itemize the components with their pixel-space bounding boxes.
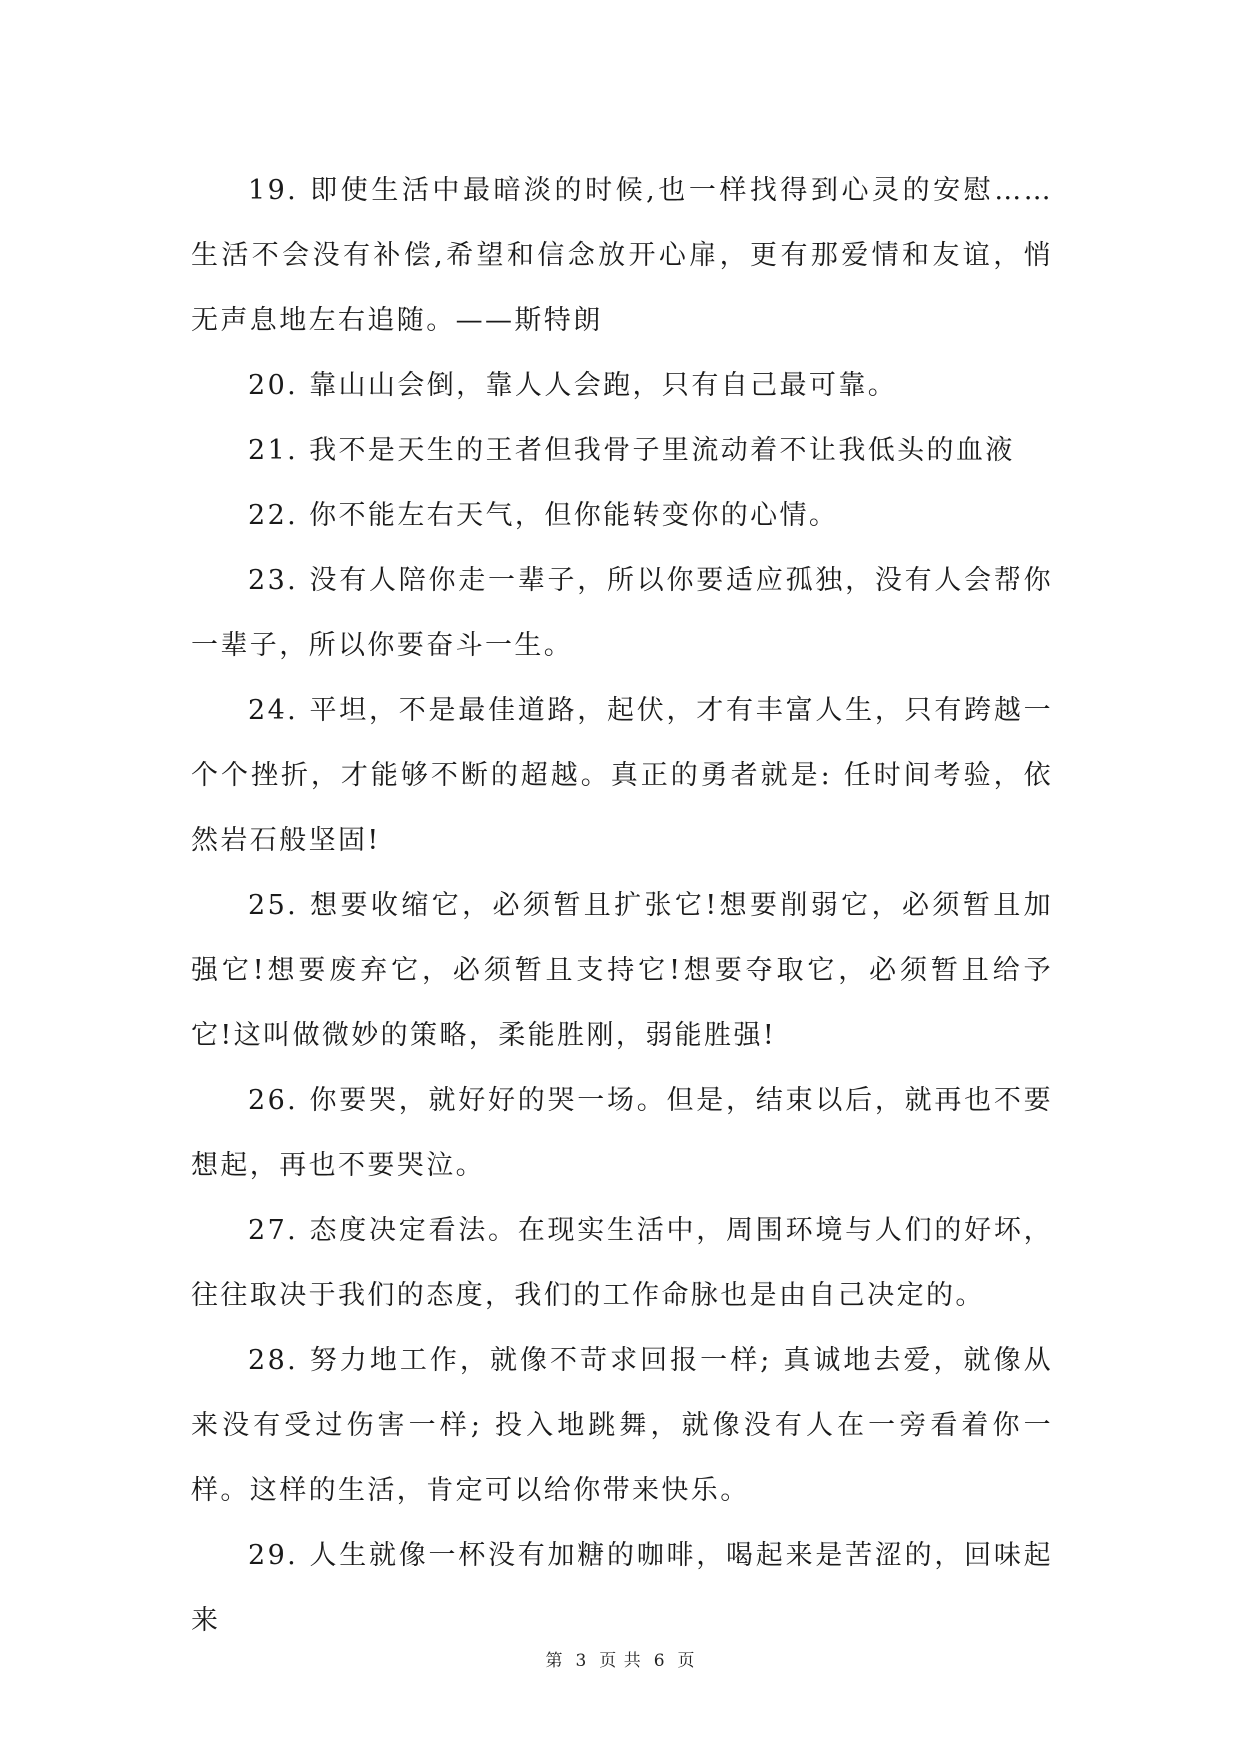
page-body <box>191 158 1053 1653</box>
item-number: 28. <box>248 1345 299 1376</box>
item-text: 即使生活中最暗淡的时候,也一样找得到心灵的安慰……生活不会没有补偿,希望和信念放开心扉，更有那爱情和友谊，悄无声息地左右追随。——斯特朗 <box>191 175 1053 336</box>
item-number: 21. <box>248 435 299 466</box>
quote-item <box>191 1198 1053 1328</box>
item-number: 29. <box>248 1540 299 1571</box>
footer-suffix: 页 <box>677 1651 696 1671</box>
item-text: 没有人陪你走一辈子，所以你要适应孤独，没有人会帮你一辈子，所以你要奋斗一生。 <box>191 565 1054 661</box>
current-page-number: 3 <box>575 1651 588 1671</box>
item-text: 你不能左右天气，但你能转变你的心情。 <box>309 500 839 531</box>
quote-item <box>191 1068 1053 1198</box>
item-number: 27. <box>248 1215 299 1246</box>
item-text: 人生就像一杯没有加糖的咖啡，喝起来是苦涩的，回味起来 <box>191 1540 1054 1636</box>
quote-item <box>191 158 1053 353</box>
item-text: 态度决定看法。在现实生活中，周围环境与人们的好坏，往往取决于我们的态度，我们的工作命脉也是由自己决定的。 <box>191 1215 1054 1311</box>
footer-prefix: 第 <box>545 1651 564 1671</box>
item-number: 26. <box>248 1085 299 1116</box>
item-text: 努力地工作，就像不苛求回报一样; 真诚地去爱，就像从来没有受过伤害一样; 投入地跳舞，就像没有人在一旁看着你一样。这样的生活，肯定可以给你带来快乐。 <box>191 1345 1054 1506</box>
item-number: 20. <box>248 370 299 401</box>
page-footer <box>0 1646 1241 1671</box>
total-page-number: 6 <box>653 1651 666 1671</box>
quote-item <box>191 548 1053 678</box>
item-number: 23. <box>248 565 299 596</box>
quote-item <box>191 418 1053 483</box>
quote-item <box>191 1523 1053 1653</box>
footer-middle: 页 共 <box>599 1651 642 1671</box>
item-text: 平坦，不是最佳道路，起伏，才有丰富人生，只有跨越一个个挫折，才能够不断的超越。真正的勇者就是: 任时间考验，依然岩石般坚固! <box>191 695 1054 856</box>
item-number: 25. <box>248 890 299 921</box>
item-number: 22. <box>248 500 299 531</box>
quote-item <box>191 1328 1053 1523</box>
item-text: 我不是天生的王者但我骨子里流动着不让我低头的血液 <box>309 435 1015 466</box>
quote-item <box>191 873 1053 1068</box>
item-number: 24. <box>248 695 299 726</box>
item-number: 19. <box>248 175 299 206</box>
quote-item <box>191 678 1053 873</box>
item-text: 靠山山会倒，靠人人会跑，只有自己最可靠。 <box>309 370 898 401</box>
quote-item <box>191 353 1053 418</box>
quote-item <box>191 483 1053 548</box>
item-text: 想要收缩它，必须暂且扩张它!想要削弱它，必须暂且加强它!想要废弃它，必须暂且支持它!想要夺取它，必须暂且给予它!这叫做微妙的策略，柔能胜刚，弱能胜强! <box>191 890 1053 1051</box>
item-text: 你要哭，就好好的哭一场。但是，结束以后，就再也不要想起，再也不要哭泣。 <box>191 1085 1054 1181</box>
